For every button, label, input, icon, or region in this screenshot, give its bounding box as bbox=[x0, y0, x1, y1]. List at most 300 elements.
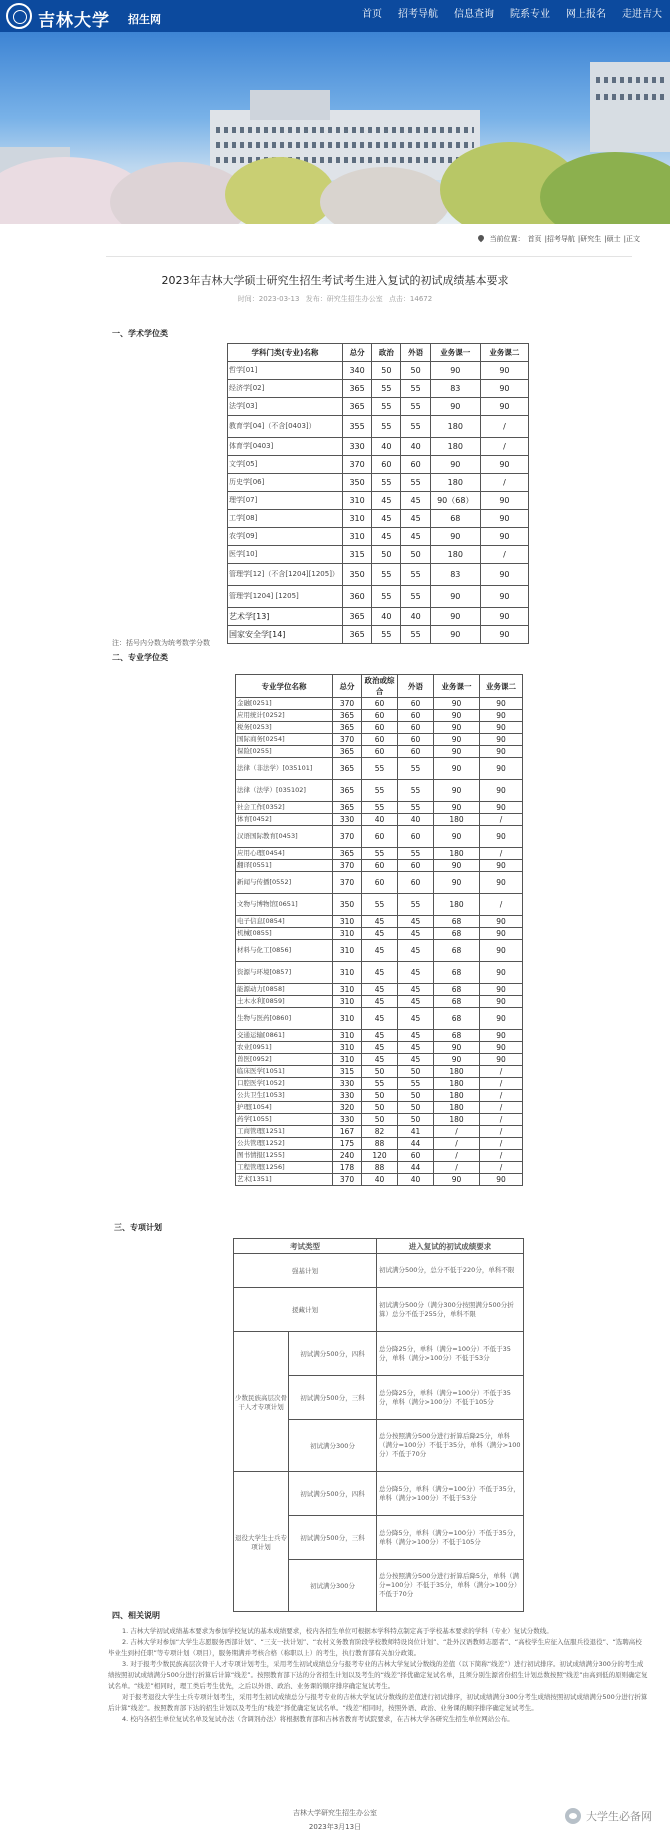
table-cell: 90 bbox=[480, 1008, 523, 1030]
plan-tuiyi-req: 总分降5分，单科（满分=100分）不低于35分，单科（满分>100分）不低于53分 bbox=[377, 1472, 524, 1516]
table-cell: 45 bbox=[398, 962, 434, 984]
table-row bbox=[236, 996, 523, 1008]
table-cell: 60 bbox=[398, 734, 434, 746]
note-paragraph: 4. 校内各招生单位复试名单及复试办法（含调剂办法）将根据教育部和吉林省教育考试院要求，在吉林大学各研究生招生单位网站公布。 bbox=[122, 1715, 514, 1723]
table-row bbox=[236, 722, 523, 734]
column-header: 总分 bbox=[333, 675, 362, 698]
table-cell: 68 bbox=[434, 916, 480, 928]
table-cell: 60 bbox=[362, 746, 398, 758]
table-row bbox=[236, 698, 523, 710]
table-cell: 310 bbox=[342, 510, 371, 528]
table-cell: 55 bbox=[401, 586, 430, 608]
plan-tuiyi: 退役大学生士兵专项计划 bbox=[234, 1472, 289, 1612]
table-cell: 370 bbox=[333, 860, 362, 872]
table-cell: 370 bbox=[342, 456, 371, 474]
table-row bbox=[236, 848, 523, 860]
table-cell: 90 bbox=[480, 1042, 523, 1054]
table-cell: 315 bbox=[342, 546, 371, 564]
section4-heading: 四、相关说明 bbox=[112, 1611, 160, 1620]
table-cell: 55 bbox=[362, 780, 398, 802]
table-row bbox=[228, 546, 529, 564]
table-cell: 60 bbox=[398, 1150, 434, 1162]
table-cell: 工商管理[1251] bbox=[236, 1126, 333, 1138]
table-cell: 370 bbox=[333, 734, 362, 746]
table-row bbox=[236, 710, 523, 722]
table-cell: 90（68） bbox=[430, 492, 480, 510]
table-cell: 180 bbox=[434, 1114, 480, 1126]
table-cell: 经济学[02] bbox=[228, 380, 343, 398]
table-cell: 60 bbox=[362, 860, 398, 872]
table-cell: 50 bbox=[398, 1114, 434, 1126]
menu-item-home[interactable]: 首页 bbox=[362, 9, 382, 20]
breadcrumb-bar bbox=[0, 224, 670, 254]
table-cell: 45 bbox=[362, 996, 398, 1008]
table-row bbox=[228, 626, 529, 644]
menu-item-majors[interactable]: 院系专业 bbox=[510, 9, 550, 20]
window-row bbox=[216, 127, 474, 133]
table-cell: 税务[0253] bbox=[236, 722, 333, 734]
table-cell: 55 bbox=[372, 474, 401, 492]
table-cell: 应用心理[0454] bbox=[236, 848, 333, 860]
table-cell: 90 bbox=[430, 626, 480, 644]
table-cell: 180 bbox=[434, 848, 480, 860]
table-cell: 370 bbox=[333, 698, 362, 710]
column-header: 业务课二 bbox=[480, 675, 523, 698]
plan-shaoshu-exam: 初试满分300分 bbox=[289, 1420, 377, 1472]
table-cell: 60 bbox=[398, 872, 434, 894]
table-cell: 370 bbox=[333, 826, 362, 848]
section1-heading: 一、学术学位类 bbox=[112, 329, 168, 338]
table-cell: 公共管理[1252] bbox=[236, 1138, 333, 1150]
table-cell: / bbox=[434, 1162, 480, 1174]
table-cell: 90 bbox=[480, 626, 528, 644]
table-cell: 55 bbox=[401, 380, 430, 398]
table-cell: / bbox=[480, 1138, 523, 1150]
menu-item-guide[interactable]: 招考导航 bbox=[398, 9, 438, 20]
plan-shaoshu-exam: 初试满分500分，四科 bbox=[289, 1332, 377, 1376]
table-cell: 文学[05] bbox=[228, 456, 343, 474]
table-cell: 国际商务[0254] bbox=[236, 734, 333, 746]
table-cell: 农学[09] bbox=[228, 528, 343, 546]
table-row bbox=[228, 474, 529, 492]
column-header: 业务课一 bbox=[434, 675, 480, 698]
table-cell: 材料与化工[0856] bbox=[236, 940, 333, 962]
table-cell: 90 bbox=[480, 698, 523, 710]
special-plan-table bbox=[233, 1238, 524, 1612]
table-cell: 370 bbox=[333, 872, 362, 894]
table-cell: 355 bbox=[342, 416, 371, 438]
table-cell: 40 bbox=[372, 438, 401, 456]
table-cell: 哲学[01] bbox=[228, 362, 343, 380]
table-cell: 68 bbox=[434, 996, 480, 1008]
table-cell: 180 bbox=[434, 814, 480, 826]
table-cell: 330 bbox=[333, 814, 362, 826]
table-cell: 90 bbox=[480, 962, 523, 984]
table-row bbox=[236, 758, 523, 780]
table-cell: 45 bbox=[362, 962, 398, 984]
table-row bbox=[236, 860, 523, 872]
table-cell: 历史学[06] bbox=[228, 474, 343, 492]
table-cell: 90 bbox=[434, 746, 480, 758]
table-row bbox=[236, 940, 523, 962]
table-row bbox=[236, 1054, 523, 1066]
table-cell: 90 bbox=[480, 802, 523, 814]
table-row bbox=[236, 1162, 523, 1174]
table-cell: 310 bbox=[333, 984, 362, 996]
table-cell: 180 bbox=[434, 1078, 480, 1090]
table-cell: 55 bbox=[362, 802, 398, 814]
table-cell: 365 bbox=[342, 626, 371, 644]
table-row bbox=[236, 1126, 523, 1138]
table-cell: 55 bbox=[372, 398, 401, 416]
table-cell: 40 bbox=[401, 438, 430, 456]
table-cell: 45 bbox=[398, 1042, 434, 1054]
table-cell: 45 bbox=[362, 940, 398, 962]
campus-banner-image bbox=[0, 32, 670, 224]
table-cell: 365 bbox=[333, 758, 362, 780]
table-cell: 60 bbox=[398, 710, 434, 722]
table-cell: 365 bbox=[333, 710, 362, 722]
plan-tuiyi-req: 总分按照满分500分进行折算后降5分，单科（满分=100分）不低于35分，单科（满分>100分）不低于70分 bbox=[377, 1560, 524, 1612]
table-cell: 330 bbox=[333, 1090, 362, 1102]
table-cell: 50 bbox=[398, 1102, 434, 1114]
table-cell: 60 bbox=[362, 734, 398, 746]
article-meta bbox=[0, 294, 670, 304]
table-row bbox=[236, 780, 523, 802]
table-cell: 55 bbox=[398, 894, 434, 916]
table-cell: 315 bbox=[333, 1066, 362, 1078]
table-cell: 45 bbox=[398, 940, 434, 962]
table-row bbox=[228, 492, 529, 510]
plan-tuijian: 援藏计划 bbox=[234, 1288, 377, 1332]
table-cell: 45 bbox=[398, 928, 434, 940]
table-cell: / bbox=[434, 1126, 480, 1138]
table-cell: 55 bbox=[398, 1078, 434, 1090]
location-pin-icon bbox=[476, 234, 484, 242]
table-row bbox=[236, 1066, 523, 1078]
table-cell: 180 bbox=[430, 438, 480, 456]
table-cell: 90 bbox=[480, 722, 523, 734]
table-cell: 应用统计[0252] bbox=[236, 710, 333, 722]
table-row bbox=[236, 1174, 523, 1186]
table-cell: / bbox=[480, 1066, 523, 1078]
table-cell: 360 bbox=[342, 586, 371, 608]
section2-heading: 二、专业学位类 bbox=[112, 653, 168, 662]
table-cell: 240 bbox=[333, 1150, 362, 1162]
table-cell: 45 bbox=[398, 996, 434, 1008]
table-cell: 机械[0855] bbox=[236, 928, 333, 940]
breadcrumb-master[interactable]: |硕士 bbox=[604, 235, 621, 243]
column-header: 外语 bbox=[398, 675, 434, 698]
table-cell: 60 bbox=[362, 722, 398, 734]
table-cell: 60 bbox=[401, 456, 430, 474]
table-cell: 90 bbox=[434, 872, 480, 894]
professional-degree-table bbox=[235, 674, 523, 1186]
table-row bbox=[236, 814, 523, 826]
table-cell: 68 bbox=[434, 1030, 480, 1042]
table-row bbox=[236, 1078, 523, 1090]
table-cell: 90 bbox=[434, 722, 480, 734]
table-row bbox=[228, 528, 529, 546]
table-cell: 90 bbox=[480, 1174, 523, 1186]
article-title: 2023年吉林大学硕士研究生招生考试考生进入复试的初试成绩基本要求 bbox=[161, 274, 509, 287]
table-cell: 90 bbox=[434, 758, 480, 780]
table-cell: 60 bbox=[398, 746, 434, 758]
table-cell: 90 bbox=[480, 916, 523, 928]
table-cell: / bbox=[480, 474, 528, 492]
table-cell: 365 bbox=[333, 746, 362, 758]
main-menu bbox=[354, 0, 670, 32]
table-cell: 汉语国际教育[0453] bbox=[236, 826, 333, 848]
table-row bbox=[228, 438, 529, 456]
table-cell: / bbox=[480, 1090, 523, 1102]
table-cell: 55 bbox=[372, 564, 401, 586]
table-cell: 330 bbox=[333, 1078, 362, 1090]
table-cell: 41 bbox=[398, 1126, 434, 1138]
table-cell: 365 bbox=[333, 780, 362, 802]
divider bbox=[106, 256, 632, 257]
table-row bbox=[236, 746, 523, 758]
column-header: 总分 bbox=[342, 344, 371, 362]
table-cell: 83 bbox=[430, 564, 480, 586]
right-building bbox=[590, 62, 670, 152]
table-cell: 90 bbox=[434, 698, 480, 710]
table-cell: 45 bbox=[398, 1008, 434, 1030]
table-cell: 60 bbox=[398, 860, 434, 872]
table-cell: 60 bbox=[398, 722, 434, 734]
plan-shaoshu: 少数民族高层次骨干人才专项计划 bbox=[234, 1332, 289, 1472]
table-cell: 临床医学[1051] bbox=[236, 1066, 333, 1078]
table-cell: 88 bbox=[362, 1138, 398, 1150]
table-row bbox=[236, 1138, 523, 1150]
plan-tuijian-req: 初试满分500分（满分300分按照满分500分折算）总分不低于255分，单科不限 bbox=[377, 1288, 524, 1332]
breadcrumb bbox=[475, 234, 640, 244]
table-cell: 45 bbox=[362, 984, 398, 996]
table-cell: 167 bbox=[333, 1126, 362, 1138]
table-cell: 55 bbox=[362, 1078, 398, 1090]
table-cell: 工程管理[1256] bbox=[236, 1162, 333, 1174]
table-cell: 340 bbox=[342, 362, 371, 380]
table-cell: 180 bbox=[434, 1102, 480, 1114]
table-cell: 图书情报[1255] bbox=[236, 1150, 333, 1162]
table-cell: 翻译[0551] bbox=[236, 860, 333, 872]
table-cell: 90 bbox=[480, 564, 528, 586]
table-cell: 45 bbox=[362, 916, 398, 928]
table-cell: 土木水利[0859] bbox=[236, 996, 333, 1008]
table-cell: 310 bbox=[333, 928, 362, 940]
plan-shaoshu-exam: 初试满分500分，三科 bbox=[289, 1376, 377, 1420]
table-row bbox=[228, 510, 529, 528]
breadcrumb-grad[interactable]: |研究生 bbox=[577, 235, 602, 243]
breadcrumb-current: |正文 bbox=[623, 235, 640, 243]
table-cell: 55 bbox=[362, 848, 398, 860]
table-cell: 艺术[1351] bbox=[236, 1174, 333, 1186]
table-cell: 40 bbox=[398, 1174, 434, 1186]
table-cell: 90 bbox=[430, 608, 480, 626]
table-cell: 310 bbox=[333, 962, 362, 984]
table-cell: 法律（法学）[035102] bbox=[236, 780, 333, 802]
table-cell: 180 bbox=[434, 1066, 480, 1078]
table-cell: 55 bbox=[372, 416, 401, 438]
table-cell: 68 bbox=[434, 962, 480, 984]
wechat-icon bbox=[565, 1808, 581, 1824]
table-cell: 55 bbox=[372, 586, 401, 608]
table-row bbox=[236, 734, 523, 746]
table-cell: 310 bbox=[333, 1042, 362, 1054]
table-cell: / bbox=[480, 814, 523, 826]
table-cell: 法学[03] bbox=[228, 398, 343, 416]
table-row bbox=[228, 608, 529, 626]
table-cell: 管理学[12]（不含[1204][1205]） bbox=[228, 564, 343, 586]
table-row bbox=[236, 1030, 523, 1042]
table-cell: 45 bbox=[398, 984, 434, 996]
plan-tuiyi-req: 总分降5分，单科（满分=100分）不低于35分，单科（满分>100分）不低于105分 bbox=[377, 1516, 524, 1560]
breadcrumb-home[interactable]: 首页 bbox=[527, 235, 542, 243]
breadcrumb-guide[interactable]: |招考导航 bbox=[544, 235, 575, 243]
table-cell: 50 bbox=[401, 362, 430, 380]
table-cell: 45 bbox=[372, 492, 401, 510]
table-cell: 管理学[1204] [1205] bbox=[228, 586, 343, 608]
table-cell: 医学[10] bbox=[228, 546, 343, 564]
table-cell: 50 bbox=[401, 546, 430, 564]
table-row bbox=[236, 1042, 523, 1054]
table-row bbox=[236, 1150, 523, 1162]
watermark-text: 大学生必备网 bbox=[586, 1810, 652, 1823]
table-cell: 178 bbox=[333, 1162, 362, 1174]
table-cell: 保险[0255] bbox=[236, 746, 333, 758]
table-cell: 55 bbox=[372, 626, 401, 644]
table-cell: 310 bbox=[342, 528, 371, 546]
table-cell: 180 bbox=[434, 1090, 480, 1102]
table-cell: 55 bbox=[362, 758, 398, 780]
table-cell: / bbox=[480, 1150, 523, 1162]
plan-tuiyi-exam: 初试满分300分 bbox=[289, 1560, 377, 1612]
table-cell: 40 bbox=[398, 814, 434, 826]
table-cell: 45 bbox=[398, 916, 434, 928]
table-cell: 90 bbox=[480, 586, 528, 608]
table-cell: 55 bbox=[372, 380, 401, 398]
table-cell: 50 bbox=[362, 1090, 398, 1102]
table-cell: 180 bbox=[430, 474, 480, 492]
table-cell: 90 bbox=[480, 362, 528, 380]
table-cell: 330 bbox=[342, 438, 371, 456]
column-header: 政治 bbox=[372, 344, 401, 362]
column-header: 业务课二 bbox=[480, 344, 528, 362]
table-cell: 90 bbox=[480, 710, 523, 722]
menu-item-about[interactable]: 走进吉大 bbox=[622, 9, 662, 20]
table-cell: 45 bbox=[401, 492, 430, 510]
table-cell: 180 bbox=[430, 546, 480, 564]
table-row bbox=[228, 416, 529, 438]
table-cell: 50 bbox=[362, 1066, 398, 1078]
table-cell: 90 bbox=[480, 872, 523, 894]
table-cell: / bbox=[480, 848, 523, 860]
table-cell: 82 bbox=[362, 1126, 398, 1138]
table-cell: 60 bbox=[398, 826, 434, 848]
menu-item-apply[interactable]: 网上报名 bbox=[566, 9, 606, 20]
table-row bbox=[228, 456, 529, 474]
table-row bbox=[236, 1114, 523, 1126]
signature-org: 吉林大学研究生招生办公室 bbox=[293, 1809, 377, 1817]
menu-item-query[interactable]: 信息查询 bbox=[454, 9, 494, 20]
table-cell: 120 bbox=[362, 1150, 398, 1162]
table-cell: 45 bbox=[401, 528, 430, 546]
column-header: 学科门类(专业)名称 bbox=[228, 344, 343, 362]
top-nav bbox=[0, 0, 670, 32]
table-cell: / bbox=[480, 1078, 523, 1090]
table-cell: 365 bbox=[333, 848, 362, 860]
table-cell: 45 bbox=[372, 510, 401, 528]
table-cell: 90 bbox=[480, 492, 528, 510]
table-cell: / bbox=[480, 546, 528, 564]
table-cell: 55 bbox=[398, 780, 434, 802]
table-cell: 文物与博物馆[0651] bbox=[236, 894, 333, 916]
willow-tree bbox=[225, 157, 335, 224]
table-cell: 90 bbox=[480, 940, 523, 962]
university-logo-icon[interactable] bbox=[6, 3, 32, 29]
table-cell: / bbox=[480, 1162, 523, 1174]
table-cell: 50 bbox=[372, 362, 401, 380]
table-cell: 45 bbox=[362, 1042, 398, 1054]
table-cell: 365 bbox=[342, 398, 371, 416]
brand-name[interactable]: 吉林大学 bbox=[38, 11, 110, 31]
table-cell: 90 bbox=[430, 456, 480, 474]
table-cell: 90 bbox=[480, 608, 528, 626]
table-cell: 50 bbox=[398, 1066, 434, 1078]
table-cell: 365 bbox=[333, 722, 362, 734]
table-cell: 55 bbox=[401, 626, 430, 644]
table-cell: / bbox=[434, 1138, 480, 1150]
table-cell: 45 bbox=[398, 1030, 434, 1042]
table-cell: 60 bbox=[372, 456, 401, 474]
table-cell: / bbox=[480, 438, 528, 456]
table-cell: 90 bbox=[434, 1054, 480, 1066]
table-cell: 330 bbox=[333, 1114, 362, 1126]
table-cell: 365 bbox=[342, 608, 371, 626]
plan-shaoshu-req: 总分降25分，单科（满分=100分）不低于35分，单科（满分>100分）不低于105分 bbox=[377, 1376, 524, 1420]
table-cell: 新闻与传播[0552] bbox=[236, 872, 333, 894]
table-cell: 350 bbox=[342, 564, 371, 586]
table-row bbox=[236, 1102, 523, 1114]
table-cell: 60 bbox=[362, 698, 398, 710]
table-cell: 90 bbox=[480, 780, 523, 802]
table-cell: 365 bbox=[333, 802, 362, 814]
table-cell: 45 bbox=[362, 928, 398, 940]
col-requirement: 进入复试的初试成绩要求 bbox=[377, 1239, 524, 1254]
table-row bbox=[236, 928, 523, 940]
table-cell: 电子信息[0854] bbox=[236, 916, 333, 928]
table-cell: 310 bbox=[333, 1030, 362, 1042]
table-row bbox=[228, 362, 529, 380]
table-cell: 90 bbox=[434, 1174, 480, 1186]
table-cell: 55 bbox=[398, 802, 434, 814]
column-header: 外语 bbox=[401, 344, 430, 362]
table-cell: 310 bbox=[342, 492, 371, 510]
table-cell: 90 bbox=[434, 860, 480, 872]
plan-tuiyi-exam: 初试满分500分，四科 bbox=[289, 1472, 377, 1516]
table-cell: 55 bbox=[401, 564, 430, 586]
article-clicks: 点击：14672 bbox=[388, 295, 433, 303]
table-cell: / bbox=[480, 416, 528, 438]
table-cell: 180 bbox=[434, 894, 480, 916]
table-cell: 国家安全学[14] bbox=[228, 626, 343, 644]
table-cell: 护理[1054] bbox=[236, 1102, 333, 1114]
signature-date: 2023年3月13日 bbox=[308, 1823, 362, 1831]
table-cell: 55 bbox=[362, 894, 398, 916]
academic-degree-table bbox=[227, 343, 529, 644]
table-cell: 310 bbox=[333, 1008, 362, 1030]
table-cell: 资源与环境[0857] bbox=[236, 962, 333, 984]
